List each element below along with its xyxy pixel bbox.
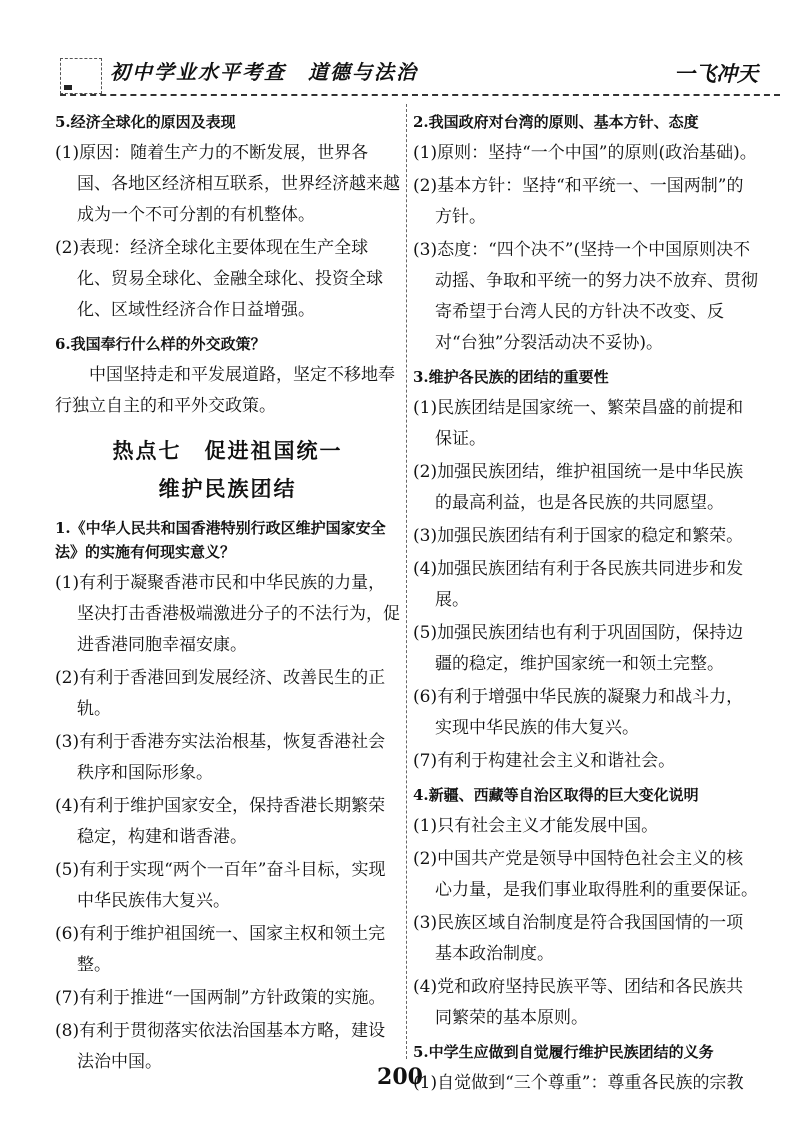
list-item: (1)有利于凝聚香港市民和中华民族的力量，坚决打击香港极端激进分子的不法行为，促进香港同胞幸福安康。 (55, 573, 400, 655)
list-item: (1)民族团结是国家统一、繁荣昌盛的前提和保证。 (413, 398, 744, 449)
list-item: (7)有利于构建社会主义和谐社会。 (413, 751, 676, 771)
list-item: (4)有利于维护国家安全，保持香港长期繁荣稳定，构建和谐香港。 (55, 796, 386, 847)
question-title: 6.我国奉行什么样的外交政策？ (55, 335, 266, 353)
list-item: (4)加强民族团结有利于各民族共同进步和发展。 (413, 559, 744, 610)
page-number: 200 (377, 1064, 423, 1090)
list-item: (2)表现：经济全球化主要体现在生产全球化、贸易全球化、金融全球化、投资全球化、区域性经济合作日益增强。 (55, 238, 383, 320)
list-item: (3)态度：“四个决不”(坚持一个中国原则决不动摇、争取和平统一的努力决不放弃、贯彻寄希望于台湾人民的方针决不改变、反对“台独”分裂活动决不妥协)。 (413, 240, 758, 353)
list-item: (8)有利于贯彻落实依法治国基本方略，建设法治中国。 (55, 1021, 386, 1072)
list-item: (3)加强民族团结有利于国家的稳定和繁荣。 (413, 526, 744, 546)
list-item: (1)只有社会主义才能发展中国。 (413, 816, 659, 836)
list-item: (5)有利于实现“两个一百年”奋斗目标，实现中华民族伟大复兴。 (55, 860, 386, 911)
question-title: 4.新疆、西藏等自治区取得的巨大变化说明 (413, 786, 699, 804)
list-item: (1)自觉做到“三个尊重”：尊重各民族的宗教 (413, 1073, 744, 1093)
list-item: (2)中国共产党是领导中国特色社会主义的核心力量，是我们事业取得胜利的重要保证。 (413, 849, 758, 900)
section-subheading: 维护民族团结 (158, 476, 297, 501)
list-item: (2)加强民族团结，维护祖国统一是中华民族的最高利益，也是各民族的共同愿望。 (413, 462, 744, 513)
header-title: 初中学业水平考查 道德与法治 (110, 60, 418, 84)
header-rule (60, 94, 780, 96)
header-brand: 一飞冲天 (674, 61, 758, 86)
list-item: (1)原因：随着生产力的不断发展，世界各国、各地区经济相互联系，世界经济越来越成为一个不可分割的有机整体。 (55, 143, 400, 225)
list-item: (6)有利于维护祖国统一、国家主权和领土完整。 (55, 924, 386, 975)
logo-icon (60, 58, 102, 94)
page-header (60, 52, 780, 100)
left-column (55, 104, 400, 1080)
list-item: (3)民族区域自治制度是符合我国国情的一项基本政治制度。 (413, 913, 744, 964)
question-title: 5.经济全球化的原因及表现 (55, 113, 236, 131)
list-item: (7)有利于推进“一国两制”方针政策的实施。 (55, 988, 386, 1008)
list-item: (1)原则：坚持“一个中国”的原则(政治基础)。 (413, 143, 757, 163)
list-item: (2)有利于香港回到发展经济、改善民生的正轨。 (55, 668, 386, 719)
list-item: (5)加强民族团结也有利于巩固国防，保持边疆的稳定，维护国家统一和领土完整。 (413, 623, 744, 674)
list-item: (2)基本方针：坚持“和平统一、一国两制”的方针。 (413, 176, 744, 227)
answer-paragraph: 中国坚持走和平发展道路，坚定不移地奉行独立自主的和平外交政策。 (55, 365, 395, 416)
list-item: (6)有利于增强中华民族的凝聚力和战斗力，实现中华民族的伟大复兴。 (413, 687, 744, 738)
list-item: (4)党和政府坚持民族平等、团结和各民族共同繁荣的基本原则。 (413, 977, 744, 1028)
question-title: 1.《中华人民共和国香港特别行政区维护国家安全法》的实施有何现实意义？ (55, 519, 386, 561)
question-title: 5.中学生应做到自觉履行维护民族团结的义务 (413, 1043, 714, 1061)
list-item: (3)有利于香港夯实法治根基，恢复香港社会秩序和国际形象。 (55, 732, 386, 783)
column-divider (406, 104, 407, 1059)
section-heading: 热点七 促进祖国统一 (112, 438, 343, 463)
question-title: 3.维护各民族的团结的重要性 (413, 368, 609, 386)
question-title: 2.我国政府对台湾的原则、基本方针、态度 (413, 113, 699, 131)
right-column (413, 104, 758, 1101)
